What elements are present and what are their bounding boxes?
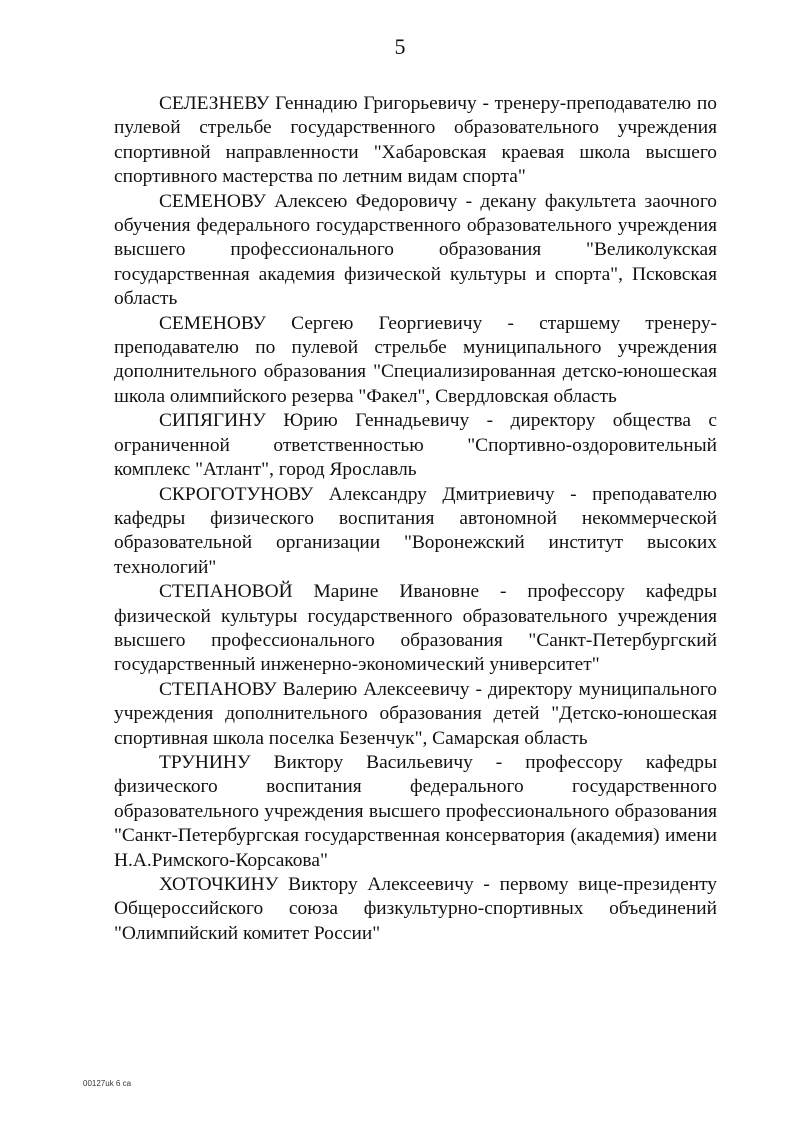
award-list xyxy=(114,92,717,946)
award-entry: ХОТОЧКИНУ Виктору Алексеевичу - первому вице-президенту Общероссийского союза физкультурно-спортивных объединений "Олимпийский комитет России" xyxy=(114,874,717,944)
award-entry: СЕМЕНОВУ Сергею Георгиевичу - старшему тренеру-преподавателю по пулевой стрельбе муниципального учреждения дополнительного образования "Специализированная детско-юношеская школа олимпийского резерва "Факел", Свердловская область xyxy=(114,312,717,407)
page-number: 5 xyxy=(394,34,406,59)
document-code: 00127uk 6 ca xyxy=(83,1079,132,1088)
award-entry: СТЕПАНОВУ Валерию Алексеевичу - директору муниципального учреждения дополнительного образования детей "Детско-юношеская спортивная школа поселка Безенчук", Самарская область xyxy=(114,678,717,749)
award-entry: СТЕПАНОВОЙ Марине Ивановне - профессору кафедры физической культуры государственного образовательного учреждения высшего профессионального образования "Санкт-Петербургский государственный инженерно-экономический университет" xyxy=(114,581,717,676)
award-entry: СИПЯГИНУ Юрию Геннадьевичу - директору общества с ограниченной ответственностью "Спортивно-оздоровительный комплекс "Атлант", город Ярославль xyxy=(114,410,717,481)
award-entry: СКРОГОТУНОВУ Александру Дмитриевичу - преподавателю кафедры физического воспитания автономной некоммерческой образовательной организации "Воронежский институт высоких технологий" xyxy=(114,483,717,578)
award-entry: СЕМЕНОВУ Алексею Федоровичу - декану факультета заочного обучения федерального государственного образовательного учреждения высшего профессионального образования "Великолукская государственная академия физической культуры и спорта", Псковская область xyxy=(114,190,717,310)
award-entry: ТРУНИНУ Виктору Васильевичу - профессору кафедры физического воспитания федерального государственного образовательного учреждения высшего профессионального образования "Санкт-Петербургская государственная консерватория (академия) имени Н.А.Римского-Корсакова" xyxy=(114,751,717,871)
award-entry: СЕЛЕЗНЕВУ Геннадию Григорьевичу - тренеру-преподавателю по пулевой стрельбе государственного образовательного учреждения спортивной направленности "Хабаровская краевая школа высшего спортивного мастерства по летним видам спорта" xyxy=(114,93,717,188)
